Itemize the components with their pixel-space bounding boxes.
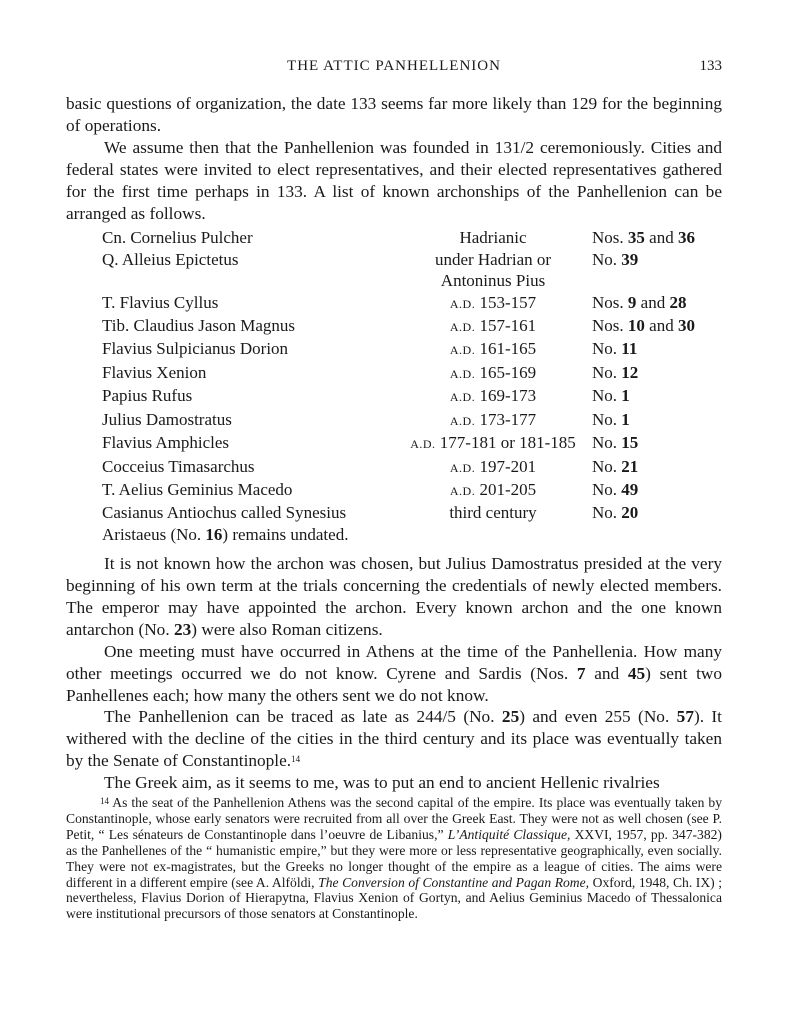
archon-name: T. Aelius Geminius Macedo (102, 479, 293, 499)
archon-date: Hadrianic (459, 228, 527, 248)
archon-row (102, 362, 722, 385)
running-title: THE ATTIC PANHELLENION (287, 58, 501, 74)
archon-refs: No. 20 (592, 503, 639, 523)
archon-date: A.D. 165-169 (449, 362, 537, 382)
archon-name: Cocceius Timasarchus (102, 456, 255, 476)
archon-list (102, 227, 722, 545)
archon-refs: No. 1 (592, 409, 630, 429)
archon-refs: No. 49 (592, 479, 639, 499)
archon-date: A.D. 177-181 or 181-185 (410, 433, 576, 453)
archon-date: under Hadrian or (434, 249, 552, 269)
archon-refs: Nos. 35 and 36 (592, 228, 695, 248)
archon-name: Casianus Antiochus called Synesius (102, 503, 347, 523)
paragraph-4: One meeting must have occurred in Athens at the time of the Panhellenia. How many other meetings occurred we do not know. Cyrene and Sardis (Nos. 7 and 45) sent two Panhellenes each; how many the others sent we do not know. (66, 641, 723, 705)
archon-name: Cn. Cornelius Pulcher (102, 228, 253, 248)
undated-note: Aristaeus (No. 16) remains undated. (102, 524, 349, 544)
archon-refs: Nos. 9 and 28 (592, 292, 687, 312)
archon-row (102, 385, 722, 408)
archon-row (102, 409, 722, 432)
archon-row-continuation (102, 270, 722, 291)
archon-name: T. Flavius Cyllus (102, 292, 219, 312)
archon-refs: No. 11 (592, 339, 638, 359)
archon-row (102, 315, 722, 338)
archon-name: Flavius Xenion (102, 362, 207, 382)
archon-refs: No. 39 (592, 249, 639, 269)
archon-row (102, 292, 722, 315)
archon-name: Tib. Claudius Jason Magnus (102, 316, 296, 336)
archon-name: Papius Rufus (102, 386, 193, 406)
archon-row (102, 227, 722, 248)
archon-refs: No. 1 (592, 386, 630, 406)
paragraph-3: It is not known how the archon was chosen, but Julius Damostratus presided at the very beginning of his own term at the trials concerning the credentials of newly elected members. The emperor may have appointed the archon. Every known archon and the one known antarchon (No. 23) were also Roman citizens. (66, 554, 722, 639)
archon-refs: No. 12 (592, 362, 639, 382)
paragraph-1: basic questions of organization, the date 133 seems far more likely than 129 for the beginning of operations. (66, 94, 722, 135)
archon-name: Q. Alleius Epictetus (102, 249, 239, 269)
archon-date: A.D. 201-205 (449, 479, 537, 499)
archon-date: A.D. 157-161 (449, 316, 537, 336)
archon-date: A.D. 173-177 (449, 409, 537, 429)
archon-name: Julius Damostratus (102, 409, 232, 429)
main-text (66, 93, 722, 794)
archon-date: third century (449, 503, 537, 523)
paragraph-6: The Greek aim, as it seems to me, was to put an end to ancient Hellenic rivalries (104, 773, 660, 793)
archon-row (102, 338, 722, 361)
archon-date: Antoninus Pius (440, 271, 546, 291)
archon-date: A.D. 153-157 (449, 292, 537, 312)
archon-row (102, 502, 722, 523)
paragraph-2: We assume then that the Panhellenion was founded in 131/2 ceremoniously. Cities and federal states were invited to elect representatives, and their elected representatives gathered for the first time perhaps in 133. A list of known archonships of the Panhellenion can be arranged as follows. (66, 137, 722, 223)
footnote-reference: 14 (291, 754, 301, 765)
archon-date: A.D. 161-165 (449, 339, 537, 359)
running-header (66, 58, 722, 82)
archon-row (102, 456, 722, 479)
footnote-14: $^{14}$ As the seat of the Panhellenion Athens was the second capital of the empire. Its place was eventually taken by Constantinople, whose early senators were recruited from all over the Greek East. They were not as well chosen (see P. Petit, “ Les sénateurs de Constantinople dans l’oeuvre de Libanius,” L’Antiquité Classique, XXVI, 1957, pp. 347-382) as the Panhellenes of the “ humanistic empire,” but they were more or less representative geographically, even socially. They were not ex-magistrates, but the Greeks no longer thought of the empire as a league of cities. The aims were different in a different empire (see A. Alföldi, The Conversion of Constantine and Pagan Rome, Oxford, 1948, Ch. IX) ; nevertheless, Flavius Dorion of Hierapytna, Flavius Xenion of Gortyn, and Aelius Geminius Macedo of Thessalonica were institutional precursors of those senators at Constantinople. (66, 795, 722, 922)
archon-row (102, 432, 722, 455)
archon-refs: No. 15 (592, 433, 639, 453)
archon-row (102, 249, 722, 270)
footnote-mark: 14 (100, 796, 109, 806)
archon-refs: No. 21 (592, 456, 639, 476)
archon-row (102, 479, 722, 502)
page-number: 133 (699, 58, 722, 74)
archon-name: Flavius Amphicles (102, 433, 230, 453)
archon-date: A.D. 169-173 (449, 386, 537, 406)
paragraph-5: The Panhellenion can be traced as late as 244/5 (No. 25) and even 255 (No. 57). It withered with the decline of the cities in the third century and its place was eventually taken by the Senate of Constantinople.$^{14}$ (66, 707, 722, 771)
archon-date: A.D. 197-201 (449, 456, 537, 476)
archon-name: Flavius Sulpicianus Dorion (102, 339, 289, 359)
archon-refs: Nos. 10 and 30 (592, 316, 695, 336)
